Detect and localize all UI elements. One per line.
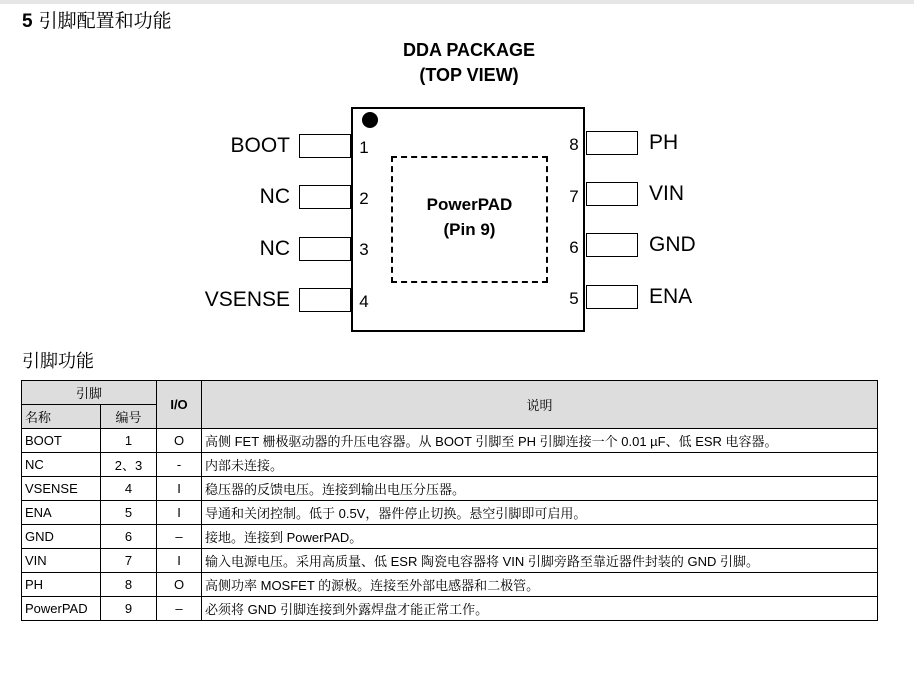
cell-description: 高侧功率 MOSFET 的源极。连接至外部电感器和二极管。 bbox=[202, 573, 878, 597]
table-row bbox=[22, 453, 878, 477]
cell-name: PowerPAD bbox=[22, 597, 101, 621]
cell-io: I bbox=[157, 549, 202, 573]
pin-number: 3 bbox=[359, 240, 369, 259]
cell-description: 输入电源电压。采用高质量、低 ESR 陶瓷电容器将 VIN 引脚旁路至靠近器件封装的 GND 引脚。 bbox=[202, 549, 878, 573]
section-title-text: 引脚配置和功能 bbox=[38, 11, 172, 32]
cell-name: BOOT bbox=[22, 429, 101, 453]
table-row bbox=[22, 573, 878, 597]
pin-lead-right-8 bbox=[586, 131, 638, 155]
pin-number: 7 bbox=[569, 187, 579, 206]
cell-number: 2、3 bbox=[101, 453, 157, 477]
cell-number: 1 bbox=[101, 429, 157, 453]
cell-number: 5 bbox=[101, 501, 157, 525]
pin-name: BOOT bbox=[230, 134, 290, 157]
cell-name: VSENSE bbox=[22, 477, 101, 501]
table-row bbox=[22, 429, 878, 453]
pin-name: NC bbox=[259, 237, 290, 260]
cell-name: PH bbox=[22, 573, 101, 597]
table-row bbox=[22, 477, 878, 501]
pin-number: 6 bbox=[569, 238, 579, 257]
section-number: 5 bbox=[22, 11, 33, 32]
section-heading bbox=[22, 6, 172, 33]
table-row bbox=[22, 549, 878, 573]
cell-name: NC bbox=[22, 453, 101, 477]
cell-io: O bbox=[157, 573, 202, 597]
pin-name: ENA bbox=[649, 285, 693, 308]
package-title: DDA PACKAGE bbox=[402, 40, 535, 60]
pin-name: VSENSE bbox=[204, 288, 290, 311]
pin-lead-left-1 bbox=[299, 134, 351, 158]
cell-number: 4 bbox=[101, 477, 157, 501]
cell-name: ENA bbox=[22, 501, 101, 525]
table-row bbox=[22, 525, 878, 549]
pin-number: 4 bbox=[359, 292, 369, 311]
table-row bbox=[22, 501, 878, 525]
pin-number: 2 bbox=[359, 189, 369, 208]
pin-name: PH bbox=[649, 131, 679, 154]
cell-number: 6 bbox=[101, 525, 157, 549]
header-io: I/O bbox=[157, 381, 202, 429]
header-number: 编号 bbox=[101, 405, 157, 429]
powerpad-pin-label: (Pin 9) bbox=[443, 220, 496, 239]
cell-io: I bbox=[157, 477, 202, 501]
cell-description: 高侧 FET 栅极驱动器的升压电容器。从 BOOT 引脚至 PH 引脚连接一个 0.01 µF、低 ESR 电容器。 bbox=[202, 429, 878, 453]
cell-io: O bbox=[157, 429, 202, 453]
pin-lead-left-2 bbox=[299, 185, 351, 209]
cell-description: 接地。连接到 PowerPAD。 bbox=[202, 525, 878, 549]
package-view: (TOP VIEW) bbox=[419, 65, 519, 85]
pin-lead-right-6 bbox=[586, 233, 638, 257]
table-row bbox=[22, 597, 878, 621]
cell-description: 内部未连接。 bbox=[202, 453, 878, 477]
pin-name: VIN bbox=[649, 182, 685, 205]
pin-number: 1 bbox=[359, 138, 369, 157]
cell-io: - bbox=[157, 453, 202, 477]
top-divider bbox=[0, 0, 914, 4]
cell-description: 稳压器的反馈电压。连接到输出电压分压器。 bbox=[202, 477, 878, 501]
pin-lead-left-3 bbox=[299, 237, 351, 261]
pin-number: 5 bbox=[569, 289, 579, 308]
powerpad-label: PowerPAD bbox=[426, 195, 513, 214]
pin-functions-heading: 引脚功能 bbox=[22, 351, 94, 371]
pin-lead-right-5 bbox=[586, 285, 638, 309]
pin-number: 8 bbox=[569, 135, 579, 154]
cell-io: – bbox=[157, 525, 202, 549]
pin-lead-right-7 bbox=[586, 182, 638, 206]
cell-number: 7 bbox=[101, 549, 157, 573]
cell-number: 8 bbox=[101, 573, 157, 597]
cell-description: 必须将 GND 引脚连接到外露焊盘才能正常工作。 bbox=[202, 597, 878, 621]
cell-number: 9 bbox=[101, 597, 157, 621]
header-name: 名称 bbox=[22, 405, 101, 429]
pin-name: NC bbox=[259, 185, 290, 208]
pin-name: GND bbox=[649, 233, 696, 256]
pin-lead-left-4 bbox=[299, 288, 351, 312]
cell-name: VIN bbox=[22, 549, 101, 573]
cell-description: 导通和关闭控制。低于 0.5V，器件停止切换。悬空引脚即可启用。 bbox=[202, 501, 878, 525]
pin1-marker-dot bbox=[362, 112, 378, 128]
header-pin: 引脚 bbox=[22, 381, 157, 405]
cell-name: GND bbox=[22, 525, 101, 549]
pin-functions-table bbox=[21, 380, 878, 621]
cell-io: I bbox=[157, 501, 202, 525]
cell-io: – bbox=[157, 597, 202, 621]
header-description: 说明 bbox=[202, 381, 878, 429]
